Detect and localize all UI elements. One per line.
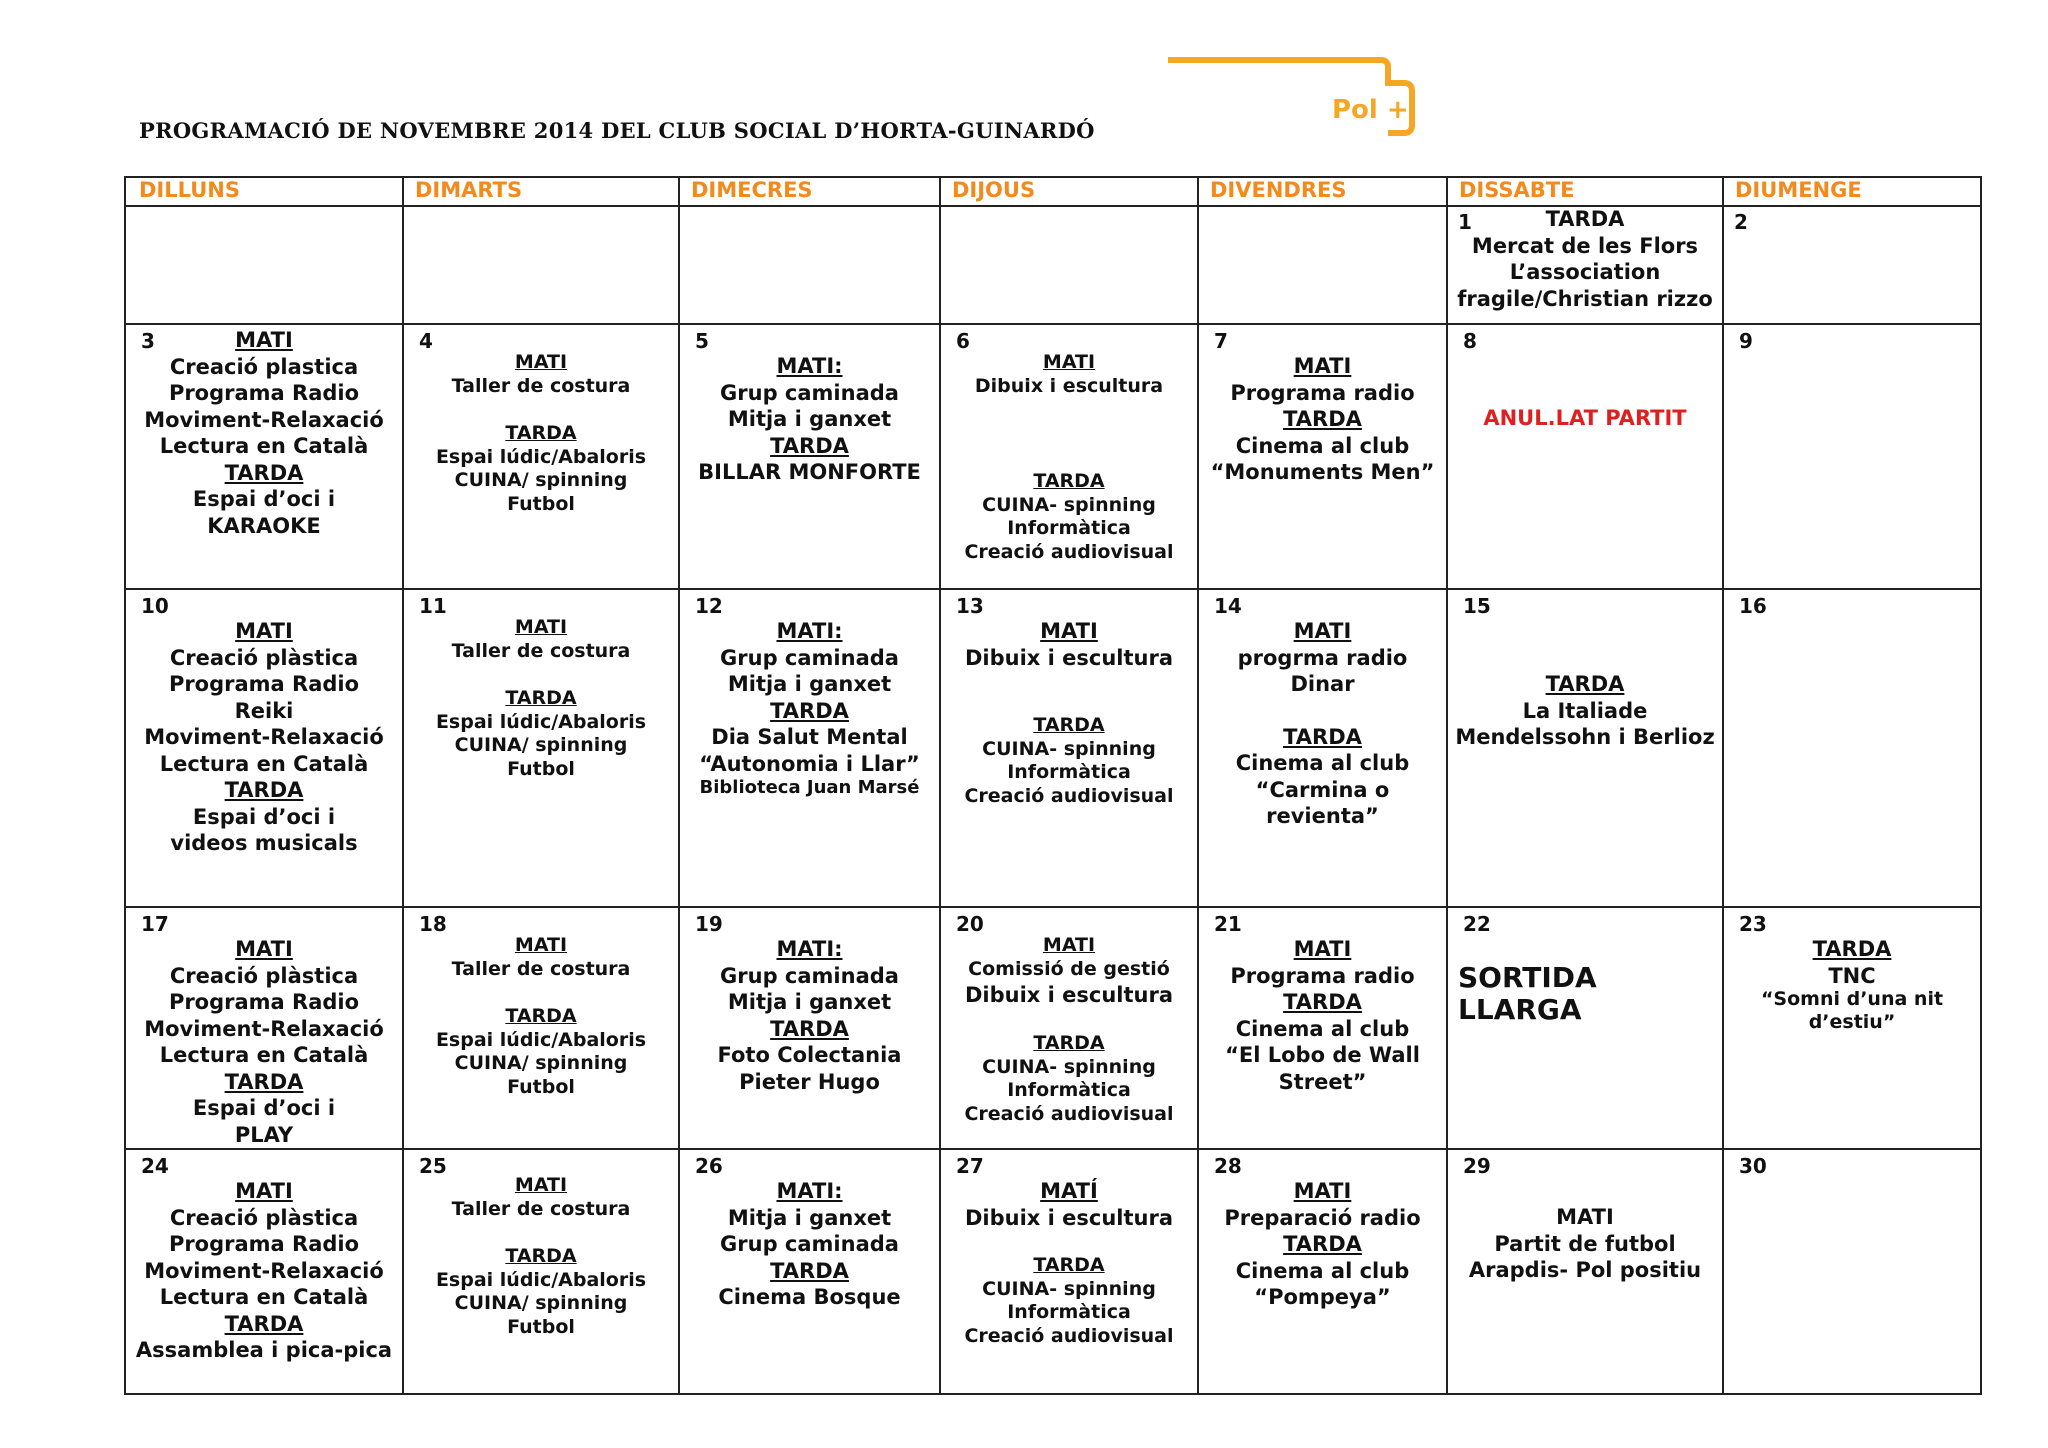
section-tarda: TARDA [505,422,577,444]
event-line: BILLAR MONFORTE [698,460,921,484]
section-mati: MATI [235,1179,293,1203]
event-line: Cinema al club [1235,1258,1410,1283]
event-line: “Carmina o [1255,777,1390,802]
event-line: Mercat de les Flors [1471,233,1699,258]
event-line: Lectura en Català [159,1285,369,1309]
event-line: Creació audiovisual [964,1102,1174,1125]
event-line: videos musicals [170,831,358,855]
event-line: Futbol [507,1075,575,1098]
day-cell-23 [1724,908,1980,1148]
event-line: Dibuix i escultura [964,645,1174,670]
section-mati: MATI [1293,619,1352,643]
event-line: “Autonomia i Llar” [699,751,920,776]
event-line: Creació plastica [169,354,359,379]
day-cell-21 [1199,908,1446,1148]
day-cell-29 [1448,1150,1722,1392]
day-cell-27 [941,1150,1197,1392]
event-line: fragile/Christian rizzo [1457,286,1713,311]
event-line: Espai lúdic/Abaloris [435,710,647,733]
event-line: Taller de costura [451,1197,631,1220]
event-line: Lectura en Català [159,434,369,458]
day-number: 26 [695,1154,723,1178]
day-cell-15 [1448,590,1722,906]
section-tarda: TARDA [770,433,849,458]
section-tarda: TARDA [224,460,304,485]
section-mati: MATI [1042,351,1096,373]
event-line: CUINA- spinning [982,1277,1156,1300]
event-line: Comissió de gestió [968,957,1170,980]
day-cell-26 [680,1150,939,1392]
section-mati: MATI [1293,1179,1352,1203]
section-tarda: TARDA [1033,714,1105,736]
section-tarda: TARDA [224,1069,304,1094]
event-line: CUINA- spinning [982,1055,1156,1078]
day-number: 12 [695,594,723,618]
day-number: 28 [1214,1154,1242,1178]
header-dilluns: DILLUNS [139,178,241,202]
day-number: 23 [1739,912,1767,936]
day-number: 13 [956,594,984,618]
event-line: L’association [1509,260,1661,284]
day-cell-20 [941,908,1197,1148]
day-number: 24 [141,1154,169,1178]
event-line: CUINA/ spinning [454,469,628,491]
day-cell-24 [126,1150,402,1392]
event-line: CUINA- spinning [982,737,1156,760]
day-cell-9 [1724,325,1980,588]
day-number: 22 [1463,912,1491,936]
event-line: Futbol [507,757,575,780]
day-number: 3 [141,329,155,353]
event-line: CUINA/ spinning [454,734,628,756]
day-number: 27 [956,1154,984,1178]
event-line: Informàtica [1007,1301,1131,1323]
event-line: “Monuments Men” [1210,460,1435,484]
section-tarda: TARDA [224,1311,304,1336]
section-mati: MATI: [776,937,843,961]
event-line: Mitja i ganxet [727,407,892,431]
section-mati: MATI: [776,354,843,378]
header-diumenge: DIUMENGE [1735,178,1862,202]
day-cell-16 [1724,590,1980,906]
event-line: PLAY [234,1122,294,1147]
event-line: Espai d’oci i [192,1096,336,1120]
grid-line [1980,176,1982,1395]
day-cell-10 [126,590,402,906]
header-dimarts: DIMARTS [415,178,523,202]
event-line: Reiki [234,698,294,723]
day-cell-19 [680,908,939,1148]
event-line: Informàtica [1007,761,1131,783]
event-line: CUINA/ spinning [454,1052,628,1074]
day-number: 2 [1734,210,1748,234]
event-line: Espai d’oci i [192,487,336,511]
day-cell-30 [1724,1150,1980,1392]
day-cell-11 [404,590,678,906]
event-line: Espai lúdic/Abaloris [435,1268,647,1291]
event-line: CUINA- spinning [982,493,1156,516]
section-tarda: TARDA [505,687,577,709]
event-line: revienta” [1266,804,1379,828]
event-line: Creació audiovisual [964,1324,1174,1347]
event-line: Mitja i ganxet [727,1205,892,1230]
event-line: d’estiu” [1808,1010,1896,1033]
day-number: 7 [1214,329,1228,353]
event-line: Informàtica [1007,1079,1131,1101]
day-cell-2 [1724,206,1980,324]
event-line: Dibuix i escultura [964,1205,1174,1230]
event-line: Programa Radio [168,990,360,1014]
day-number: 10 [141,594,169,618]
event-line: Moviment-Relaxació [144,1016,384,1041]
section-mati: MATI [514,616,568,638]
section-mati: MATI [235,937,293,961]
day-number: 30 [1739,1154,1767,1178]
section-tarda: TARDA [505,1005,577,1027]
event-line: Assamblea i pica-pica [135,1338,393,1362]
day-cell-5 [680,325,939,588]
event-line: Mitja i ganxet [727,672,892,696]
event-line: Creació plàstica [169,1205,359,1230]
event-line: Programa Radio [168,672,360,696]
event-line: progrma radio [1237,645,1408,670]
day-number: 25 [419,1154,447,1178]
event-line: “Pompeya” [1254,1285,1391,1309]
day-cell-13 [941,590,1197,906]
section-tarda: TARDA [224,778,304,802]
event-line: Informàtica [1007,517,1131,539]
day-cell-12 [680,590,939,906]
event-line: KARAOKE [207,513,321,538]
section-tarda: TARDA [1033,1254,1105,1276]
event-line: “El Lobo de Wall [1225,1043,1420,1067]
event-line: Pieter Hugo [739,1069,880,1094]
event-line: Grup caminada [720,380,899,405]
day-cell-18 [404,908,678,1148]
event-line: Dinar [1290,672,1355,696]
event-line: Dibuix i escultura [974,374,1164,397]
day-number: 15 [1463,594,1491,618]
day-number: 8 [1463,329,1477,353]
event-line: Moviment-Relaxació [144,1258,384,1283]
day-cell-4 [404,325,678,588]
section-mati: MATI [514,1174,568,1196]
event-line: SORTIDA LLARGA [1458,961,1597,1026]
section-mati: MATI [1040,619,1098,643]
logo-text: Pol + [1332,95,1409,125]
section-mati: MATI: [776,619,843,643]
header-dimecres: DIMECRES [691,178,813,202]
event-line: Mendelssohn i Berlioz [1455,725,1715,749]
event-line: Biblioteca Juan Marsé [699,777,920,798]
section-mati: MATI: [776,1179,843,1203]
section-tarda: TARDA [1283,407,1362,431]
event-line: “Somni d’una nit [1760,988,1944,1010]
section-tarda: TARDA [1283,1232,1362,1256]
event-line: Grup caminada [720,963,899,988]
day-cell-1 [1448,206,1722,324]
event-line: Lectura en Català [159,751,369,776]
event-line: Espai lúdic/Abaloris [435,1028,647,1051]
event-line: Mitja i ganxet [727,990,892,1014]
section-mati: MATI [1042,934,1096,956]
section-mati: MATI [1293,937,1352,961]
day-number: 1 [1458,210,1472,234]
event-line: Programa Radio [168,381,360,405]
day-cell-8 [1448,325,1722,588]
section-tarda: TARDA [1033,1032,1105,1054]
day-number: 29 [1463,1154,1491,1178]
header-dissabte: DISSABTE [1459,178,1575,202]
event-line: Taller de costura [451,639,631,662]
event-line: MATI [1556,1205,1614,1229]
day-cell-6 [941,325,1197,588]
event-line: Creació plàstica [169,645,359,670]
day-cell-14 [1199,590,1446,906]
section-tarda: TARDA [505,1245,577,1267]
event-line: Futbol [507,492,575,515]
event-line: TARDA [1545,207,1625,231]
day-number: 18 [419,912,447,936]
day-cell-28 [1199,1150,1446,1392]
header-divendres: DIVENDRES [1210,178,1347,202]
event-line: Programa Radio [168,1232,360,1256]
day-number: 17 [141,912,169,936]
section-tarda: TARDA [1283,724,1362,749]
event-line: Taller de costura [451,374,631,397]
day-number: 11 [419,594,447,618]
section-tarda: TARDA [1283,990,1362,1014]
event-line: Lectura en Català [159,1043,369,1067]
cancelled-notice: ANUL.LAT PARTIT [1483,406,1687,430]
event-line: Preparació radio [1224,1205,1421,1230]
event-line: Street” [1278,1069,1367,1094]
section-mati: MATI [514,351,568,373]
event-line: Espai d’oci i [192,804,336,829]
event-line: Creació plàstica [169,963,359,988]
day-cell-3 [126,325,402,588]
event-line: Moviment-Relaxació [144,407,384,432]
day-number: 9 [1739,329,1753,353]
event-line: Dia Salut Mental [711,725,908,749]
day-number: 14 [1214,594,1242,618]
event-line: TNC [1828,963,1876,988]
day-cell-7 [1199,325,1446,588]
day-number: 21 [1214,912,1242,936]
header-dijous: DIJOUS [952,178,1036,202]
day-number: 20 [956,912,984,936]
section-mati: MATI [235,328,293,352]
section-mati: MATI [1293,354,1352,378]
section-mati: MATI [235,619,293,643]
section-tarda: TARDA [770,698,849,723]
event-line: Programa radio [1230,380,1415,405]
section-tarda: TARDA [770,1016,849,1041]
event-line: Cinema al club [1235,751,1410,775]
event-line: La Italiade [1522,698,1648,723]
event-line: Partit de futbol [1494,1231,1676,1256]
event-line: Cinema al club [1235,1016,1410,1041]
day-number: 19 [695,912,723,936]
day-number: 5 [695,329,709,353]
event-line: Arapdis- Pol positiu [1468,1258,1702,1282]
event-line: CUINA/ spinning [454,1292,628,1314]
event-line: Grup caminada [720,645,899,670]
event-line: Dibuix i escultura [964,983,1174,1007]
event-line: Taller de costura [451,957,631,980]
event-line: Espai lúdic/Abaloris [435,445,647,468]
day-number: 4 [419,329,433,353]
section-tarda: TARDA [1033,470,1105,492]
event-line: Moviment-Relaxació [144,725,384,749]
event-line: Creació audiovisual [964,540,1174,563]
day-cell-22 [1448,908,1722,1148]
day-number: 6 [956,329,970,353]
event-line: Cinema Bosque [718,1285,901,1309]
event-line: Programa radio [1230,963,1415,988]
section-tarda: TARDA [1812,937,1892,961]
page-title: PROGRAMACIÓ DE NOVEMBRE 2014 DEL CLUB SOCIAL D’HORTA-GUINARDÓ [139,118,1095,143]
day-cell-25 [404,1150,678,1392]
section-tarda: TARDA [1545,672,1625,696]
day-number: 16 [1739,594,1767,618]
section-tarda: TARDA [770,1258,849,1283]
section-mati: MATI [514,934,568,956]
event-line: Cinema al club [1235,433,1410,458]
day-cell-17 [126,908,402,1148]
event-line: Foto Colectania [717,1043,902,1067]
section-mati: MATÍ [1040,1179,1098,1203]
event-line: Grup caminada [720,1232,899,1256]
event-line: Creació audiovisual [964,784,1174,807]
event-line: Futbol [507,1315,575,1338]
